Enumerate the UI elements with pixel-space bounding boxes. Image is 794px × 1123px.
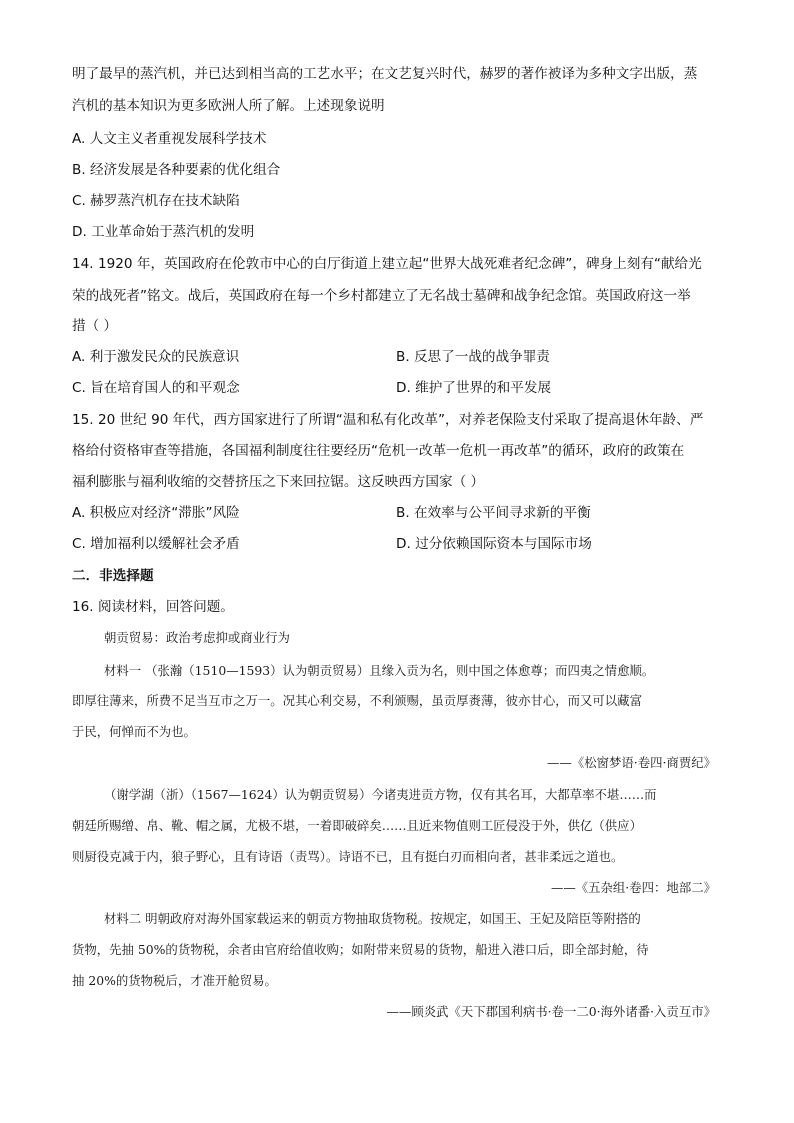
question-16-intro: 16. 阅读材料，回答问题。 xyxy=(72,599,234,615)
question-15-option-d: D. 过分依赖国际资本与国际市场 xyxy=(396,536,592,552)
question-13-option-b: B. 经济发展是各种要素的优化组合 xyxy=(72,162,281,178)
question-13-option-d: D. 工业革命始于蒸汽机的发明 xyxy=(72,224,255,240)
material-1b-line-3: 则厨役克减于内，狼子野心，且有诗语（责骂）。诗语不已，且有挺白刃而相向者，甚非柔远之道也。 xyxy=(72,849,624,864)
material-2-source: ——顾炎武《天下郡国利病书·卷一二0·海外诸番·入贡互市》 xyxy=(386,1004,716,1019)
material-1-line-3: 于民，何惮而不为也。 xyxy=(72,724,196,739)
question-13-stem-line-1: 明了最早的蒸汽机，并已达到相当高的工艺水平；在文艺复兴时代，赫罗的著作被译为多种文字出版，蒸 xyxy=(72,66,698,82)
material-2-line-3: 抽 20%的货物税后，才准开舱贸易。 xyxy=(72,973,277,988)
question-15-stem-line-3: 福利膨胀与福利收缩的交替挤压之下来回拉锯。这反映西方国家（ ） xyxy=(72,474,485,490)
section-heading: 二．非选择题 xyxy=(72,568,154,584)
question-14-option-b: B. 反思了一战的战争罪责 xyxy=(396,349,550,365)
question-14-stem-line-1: 14. 1920 年，英国政府在伦敦市中心的白厅街道上建立起“世界大战死难者纪念碑”，碑身上刻有“献给光 xyxy=(72,256,702,272)
question-14-stem-line-3: 措（ ） xyxy=(72,318,118,334)
material-1-source: ——《松窗梦语·卷四·商贾纪》 xyxy=(547,755,716,770)
material-1b-line-2: 朝廷所赐缯、帛、靴、帽之属，尤极不堪，一着即破碎矣……且近来物值则工匠侵没于外，供亿（供应） xyxy=(72,818,642,833)
question-15-option-c: C. 增加福利以缓解社会矛盾 xyxy=(72,536,240,552)
question-14-option-d: D. 维护了世界的和平发展 xyxy=(396,380,552,396)
question-14-stem-line-2: 荣的战死者”铭文。战后，英国政府在每一个乡村都建立了无名战士墓碑和战争纪念馆。英国政府这一举 xyxy=(72,288,691,304)
question-14-option-c: C. 旨在培育国人的和平观念 xyxy=(72,380,240,396)
question-13-option-c: C. 赫罗蒸汽机存在技术缺陷 xyxy=(72,193,240,209)
material-1-line-1: 材料一 （张瀚（1510—1593）认为朝贡贸易）且缘入贡为名，则中国之体愈尊；而四夷之情愈顺。 xyxy=(104,663,655,678)
material-1b-line-1: （谢学湖（浙）（1567—1624）认为朝贡贸易）今诸夷进贡方物，仅有其名耳，大都草率不堪……而 xyxy=(104,787,657,802)
material-1-line-2: 即厚往薄来，所费不足当互市之万一。况其心利交易，不利颁赐，虽贡厚赉薄，彼亦甘心，而又可以藏富 xyxy=(72,693,642,708)
material-2-line-2: 货物，先抽 50%的货物税，余者由官府给值收购；如附带来贸易的货物，船进入港口后，即全部封舱，待 xyxy=(72,942,649,957)
material-1b-source: ——《五杂组·卷四：地部二》 xyxy=(550,880,716,895)
question-14-option-a: A. 利于激发民众的民族意识 xyxy=(72,349,240,365)
question-15-stem-line-2: 格给付资格审查等措施，各国福利制度往往要经历“危机一改革一危机一再改革”的循环，政府的政策在 xyxy=(72,443,685,459)
material-topic: 朝贡贸易：政治考虑抑或商业行为 xyxy=(104,630,290,645)
material-2-line-1: 材料二 明朝政府对海外国家载运来的朝贡方物抽取货物税。按规定，如国王、王妃及陪臣等附搭的 xyxy=(104,911,641,926)
question-13-stem-line-2: 汽机的基本知识为更多欧洲人所了解。上述现象说明 xyxy=(72,98,385,114)
question-15-option-a: A. 积极应对经济“滞胀”风险 xyxy=(72,505,240,521)
question-13-option-a: A. 人文主义者重视发展科学技术 xyxy=(72,131,267,147)
question-15-stem-line-1: 15. 20 世纪 90 年代，西方国家进行了所谓“温和私有化改革”，对养老保险支付采取了提高退休年龄、严 xyxy=(72,412,704,428)
question-15-option-b: B. 在效率与公平间寻求新的平衡 xyxy=(396,505,591,521)
